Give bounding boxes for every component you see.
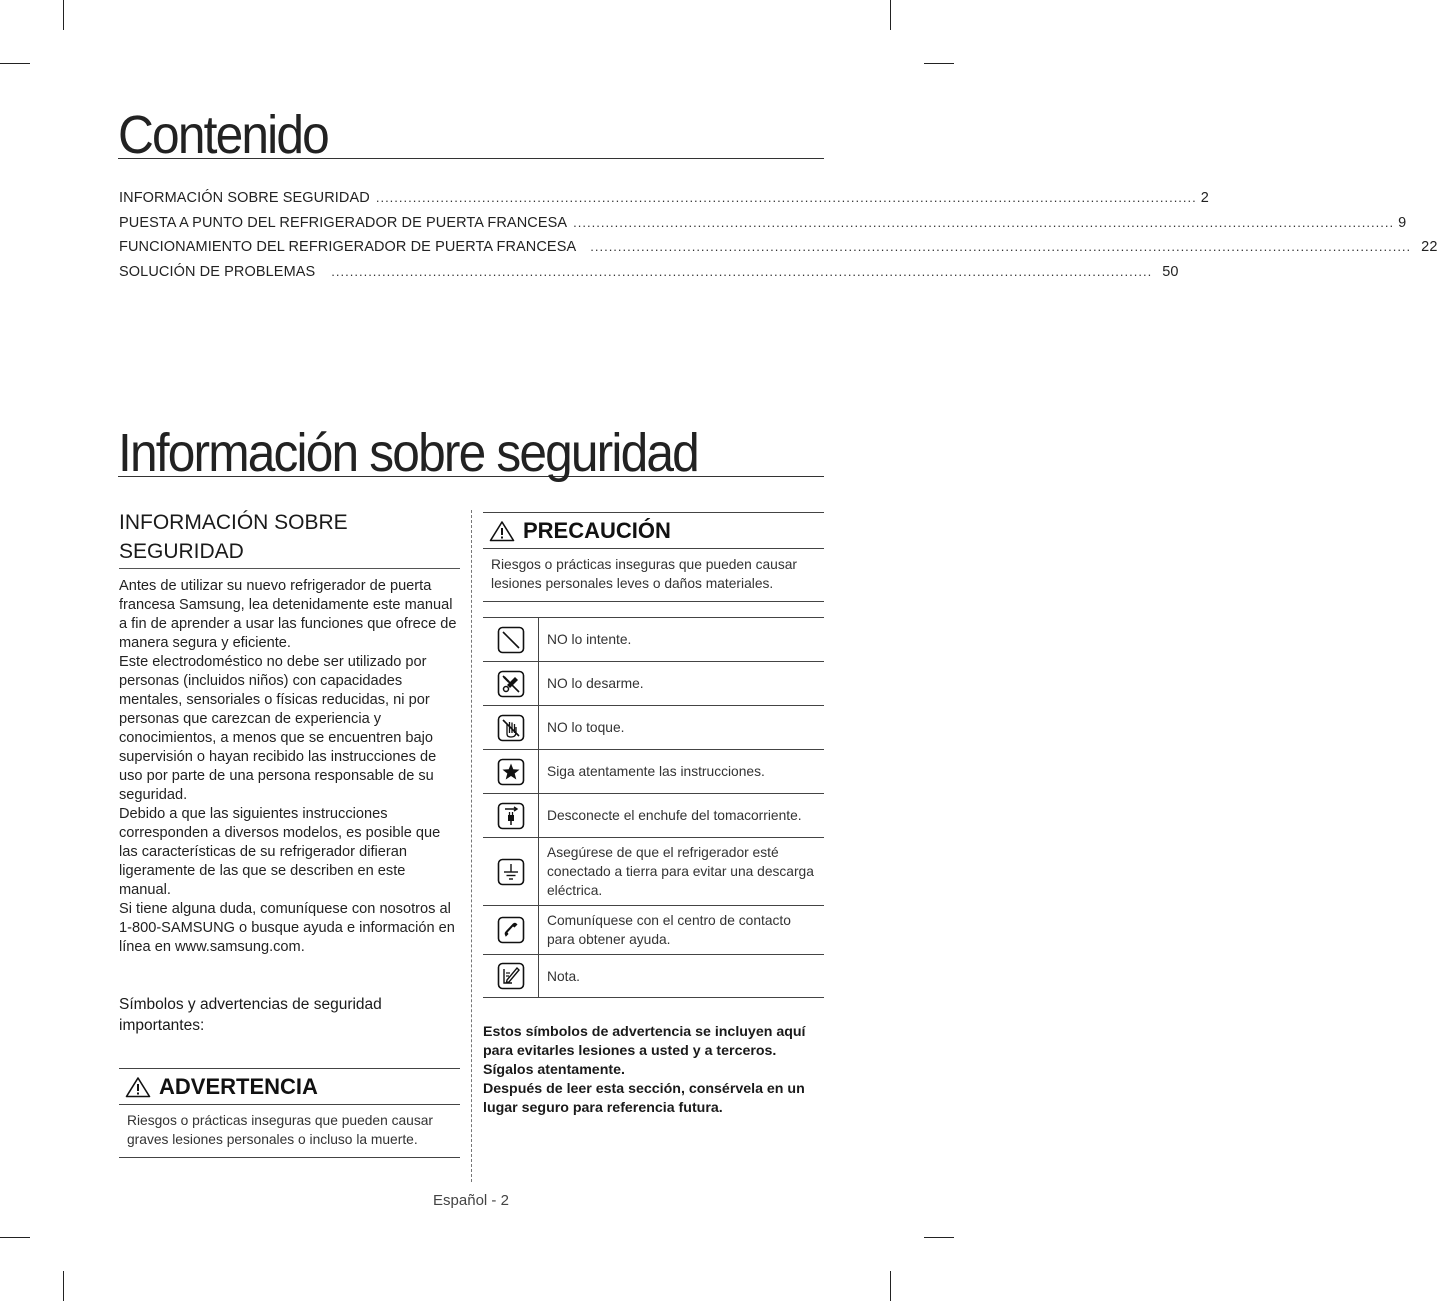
symbols-note: Estos símbolos de advertencia se incluyen aquí para evitarles lesiones a usted y a terceros. Sígalos atentamente. Después de leer esta sección, consérvela en un lugar seguro para referencia futura. bbox=[483, 1024, 806, 1116]
warning-text: Riesgos o prácticas inseguras que pueden causar graves lesiones personales o incluso la muerte. bbox=[119, 1105, 460, 1158]
table-row: NO lo toque. bbox=[483, 706, 824, 750]
warning-triangle-icon bbox=[125, 1076, 151, 1098]
table-row: Asegúrese de que el refrigerador esté conectado a tierra para evitar una descarga eléctrica. bbox=[483, 838, 824, 906]
warning-box bbox=[119, 1068, 460, 1158]
table-row: NO lo desarme. bbox=[483, 662, 824, 706]
warning-label: ADVERTENCIA bbox=[159, 1073, 318, 1099]
section-title: Información sobre seguridad bbox=[118, 426, 824, 477]
crop-mark bbox=[924, 1237, 954, 1238]
section-heading: INFORMACIÓN SOBRE SEGURIDAD bbox=[119, 508, 460, 569]
table-of-contents bbox=[119, 190, 1438, 288]
follow-instructions-icon bbox=[497, 758, 525, 786]
crop-mark bbox=[924, 63, 954, 64]
note-icon bbox=[497, 962, 525, 990]
intro-text: Antes de utilizar su nuevo refrigerador de puerta francesa Samsung, lea detenidamente este manual a fin de aprender a usar las funciones que ofrece de manera segura y eficiente. Este electrodoméstico no debe ser utilizado por personas (incluidos niños) con capacidades mentales, sensoriales o físicas reducidas, ni por personas que carezcan de experiencia y conocimientos, a menos que se encuentren bajo supervisión o hayan recibido las instrucciones de uso por parte de una persona responsable de su seguridad. Debido a que las siguientes instrucciones corresponden a diversos modelos, es posible que las características de su refrigerador difieran ligeramente de las que se describen en este manual. Si tiene alguna duda, comuníquese con nosotros al 1-800-SAMSUNG o busque ayuda e información en línea en www.samsung.com. bbox=[119, 578, 457, 955]
toc-entry[interactable]: FUNCIONAMIENTO DEL REFRIGERADOR DE PUERTA FRANCESA .................................................................................................................................................................................. 22 bbox=[119, 239, 1438, 255]
unplug-icon bbox=[497, 802, 525, 830]
toc-entry[interactable]: PUESTA A PUNTO DEL REFRIGERADOR DE PUERTA FRANCESA .................................................................................................................................................................................. 9 bbox=[119, 214, 1407, 231]
phone-icon bbox=[497, 916, 525, 944]
no-disassemble-icon bbox=[497, 670, 525, 698]
crop-mark bbox=[890, 0, 891, 30]
page-footer: Español - 2 bbox=[433, 1192, 509, 1209]
left-column bbox=[119, 508, 460, 1036]
crop-mark bbox=[0, 1237, 30, 1238]
no-touch-icon bbox=[497, 714, 525, 742]
table-row: NO lo intente. bbox=[483, 618, 824, 662]
table-row: Comuníquese con el centro de contacto para obtener ayuda. bbox=[483, 906, 824, 955]
caution-text: Riesgos o prácticas inseguras que pueden causar lesiones personales leves o daños materiales. bbox=[483, 549, 824, 602]
crop-mark bbox=[890, 1271, 891, 1301]
crop-mark bbox=[0, 63, 30, 64]
ground-icon bbox=[497, 858, 525, 886]
caution-box bbox=[483, 512, 824, 602]
table-row: Desconecte el enchufe del tomacorriente. bbox=[483, 794, 824, 838]
symbols-table bbox=[483, 617, 824, 998]
column-divider bbox=[471, 510, 472, 1182]
symbols-heading: Símbolos y advertencias de seguridad importantes: bbox=[119, 996, 382, 1034]
crop-mark bbox=[63, 0, 64, 30]
table-row: Siga atentamente las instrucciones. bbox=[483, 750, 824, 794]
no-attempt-icon bbox=[497, 626, 525, 654]
toc-title: Contenido bbox=[118, 108, 824, 159]
caution-triangle-icon bbox=[489, 520, 515, 542]
crop-mark bbox=[63, 1271, 64, 1301]
caution-label: PRECAUCIÓN bbox=[523, 517, 671, 543]
toc-entry[interactable]: INFORMACIÓN SOBRE SEGURIDAD .................................................................................................................................................................................. 2 bbox=[119, 190, 1209, 206]
toc-entry[interactable]: SOLUCIÓN DE PROBLEMAS .................................................................................................................................................................................. 50 bbox=[119, 263, 1179, 280]
table-row: Nota. bbox=[483, 955, 824, 998]
